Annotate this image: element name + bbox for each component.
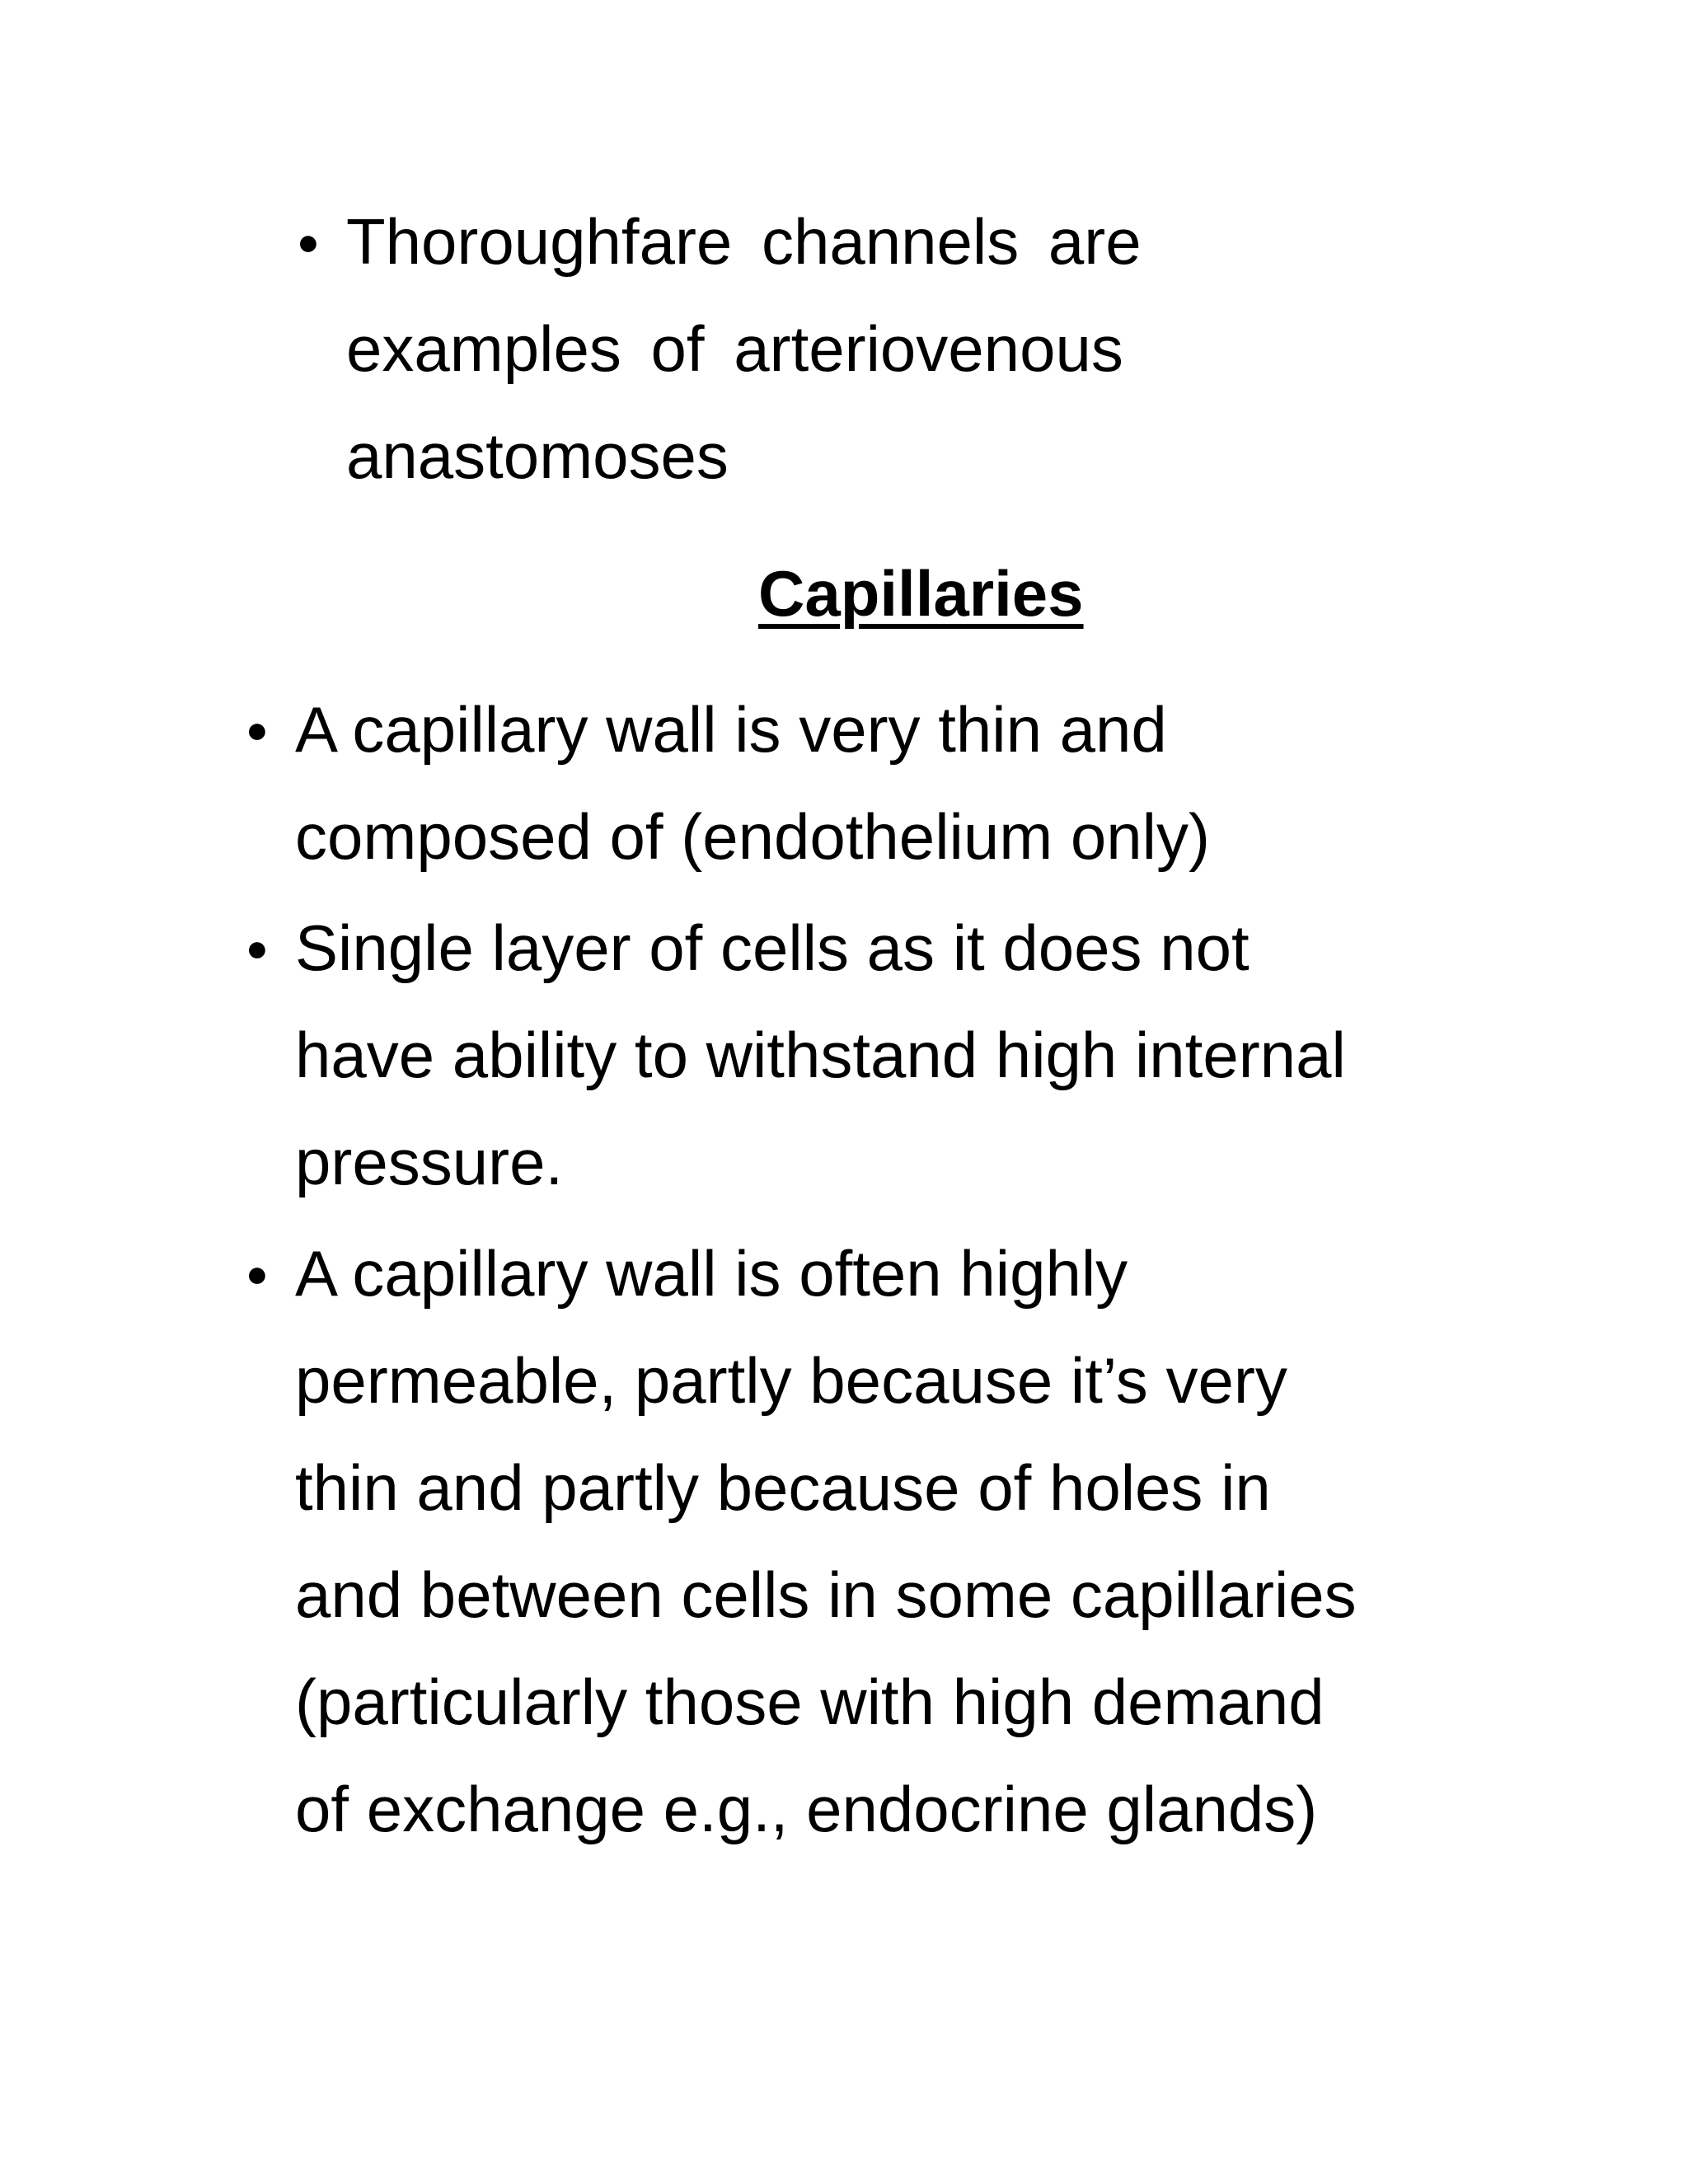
- text-line: examples of arteriovenous: [346, 312, 1123, 385]
- bullet-item-permeable: [246, 1220, 1357, 1863]
- bullet-item-thoroughfare: [297, 188, 1142, 509]
- text-line: composed of (endothelium only): [295, 800, 1210, 873]
- text-line: A capillary wall is very thin and: [295, 693, 1167, 766]
- text-line: A capillary wall is often highly: [295, 1237, 1128, 1310]
- text-line: (particularly those with high demand: [295, 1666, 1325, 1738]
- bullet-icon: ●: [246, 708, 269, 751]
- bullet-text: [346, 188, 1142, 509]
- text-line: anastomoses: [346, 419, 729, 492]
- text-line: permeable, partly because it’s very: [295, 1344, 1287, 1417]
- text-line: and between cells in some capillaries: [295, 1558, 1357, 1631]
- bullet-item-single-layer: [246, 894, 1346, 1216]
- text-line: pressure.: [295, 1126, 564, 1198]
- text-line: thin and partly because of holes in: [295, 1451, 1271, 1524]
- text-line: have ability to withstand high internal: [295, 1019, 1346, 1091]
- bullet-icon: ●: [246, 1252, 269, 1295]
- text-line: of exchange e.g., endocrine glands): [295, 1773, 1318, 1845]
- section-heading: Capillaries: [758, 557, 1084, 630]
- bullet-text: [295, 1220, 1357, 1863]
- bullet-icon: ●: [297, 220, 320, 263]
- bullet-icon: ●: [246, 926, 269, 969]
- bullet-text: [295, 676, 1210, 890]
- text-line: Single layer of cells as it does not: [295, 912, 1250, 984]
- bullet-item-capillary-wall: [246, 676, 1210, 890]
- bullet-text: [295, 894, 1346, 1216]
- text-line: Thoroughfare channels are: [346, 205, 1142, 278]
